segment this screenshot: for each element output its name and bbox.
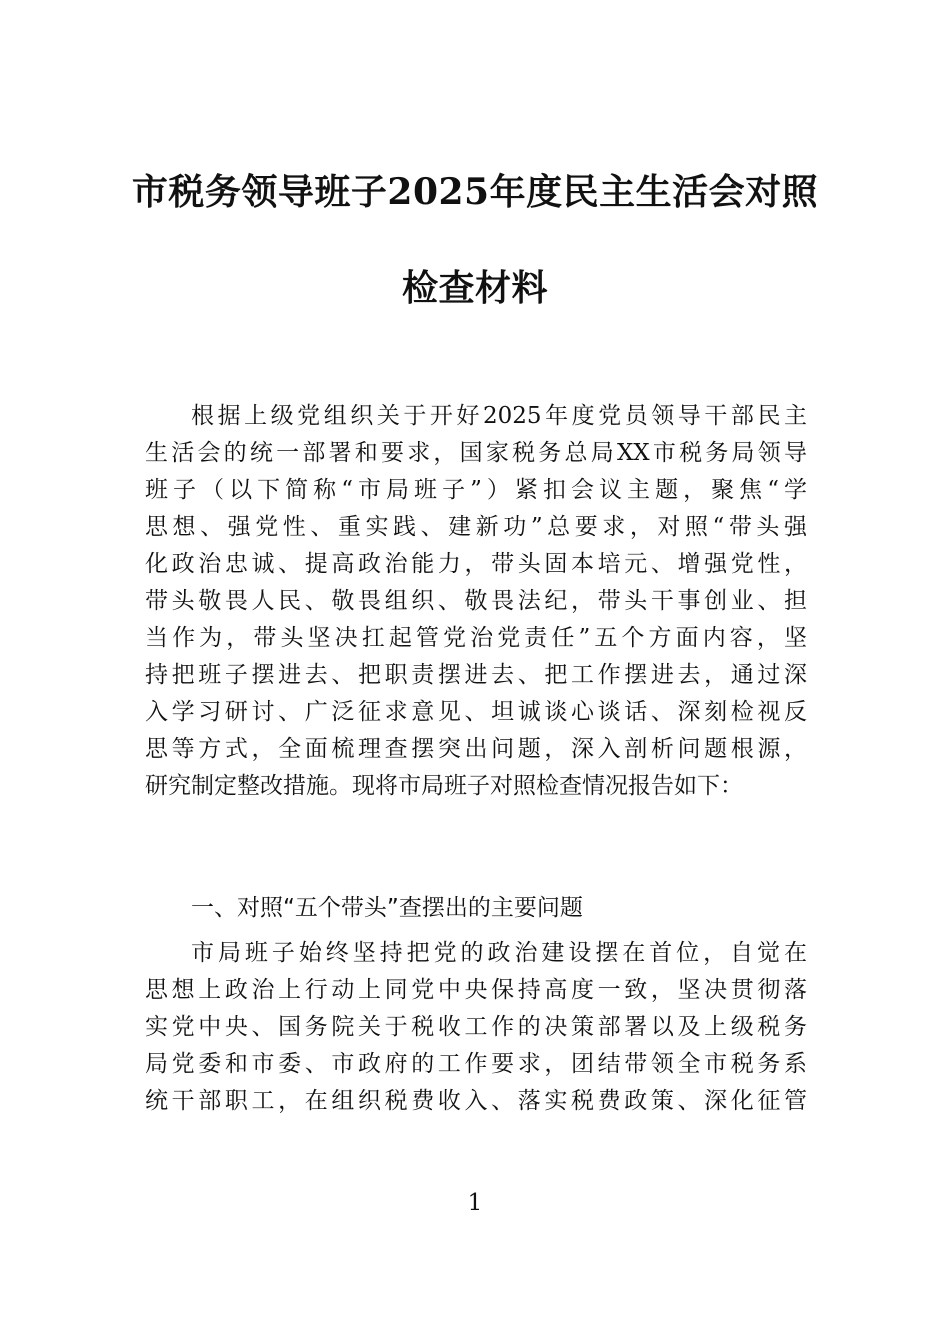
paragraph-line: 生活会的统一部署和要求，国家税务总局XX市税务局领导 — [145, 440, 807, 466]
paragraph-line: 市局班子始终坚持把党的政治建设摆在首位，自觉在 — [191, 940, 807, 966]
paragraph-line: 实党中央、国务院关于税收工作的决策部署以及上级税务 — [145, 1014, 807, 1040]
paragraph-line: 当作为，带头坚决扛起管党治党责任”五个方面内容，坚 — [145, 625, 807, 651]
paragraph-line: 根据上级党组织关于开好2025年度党员领导干部民主 — [191, 403, 807, 429]
paragraph-line: 化政治忠诚、提高政治能力，带头固本培元、增强党性， — [145, 551, 807, 577]
page-number: 1 — [467, 1190, 483, 1216]
paragraph-section-1 — [145, 935, 807, 1120]
document-title-line-1: 市税务领导班子2025年度民主生活会对照 — [131, 171, 819, 213]
paragraph-line: 思想、强党性、重实践、建新功”总要求，对照“带头强 — [145, 514, 807, 540]
section-heading: 一、对照“五个带头”查摆出的主要问题 — [191, 895, 583, 921]
paragraph-line: 统干部职工，在组织税费收入、落实税费政策、深化征管 — [145, 1088, 807, 1114]
paragraph-line: 带头敬畏人民、敬畏组织、敬畏法纪，带头干事创业、担 — [145, 588, 807, 614]
paragraph-line: 局党委和市委、市政府的工作要求，团结带领全市税务系 — [145, 1051, 807, 1077]
paragraph-intro — [145, 398, 807, 805]
paragraph-line: 思等方式，全面梳理查摆突出问题，深入剖析问题根源， — [145, 736, 807, 762]
paragraph-line: 思想上政治上行动上同党中央保持高度一致，坚决贯彻落 — [145, 977, 807, 1003]
paragraph-line: 研究制定整改措施。现将市局班子对照检查情况报告如下： — [145, 773, 743, 799]
paragraph-line: 持把班子摆进去、把职责摆进去、把工作摆进去，通过深 — [145, 662, 807, 688]
paragraph-line: 入学习研讨、广泛征求意见、坦诚谈心谈话、深刻检视反 — [145, 699, 807, 725]
document-title-line-2: 检查材料 — [401, 267, 548, 309]
paragraph-line: 班子（以下简称“市局班子”）紧扣会议主题，聚焦“学 — [145, 477, 807, 503]
